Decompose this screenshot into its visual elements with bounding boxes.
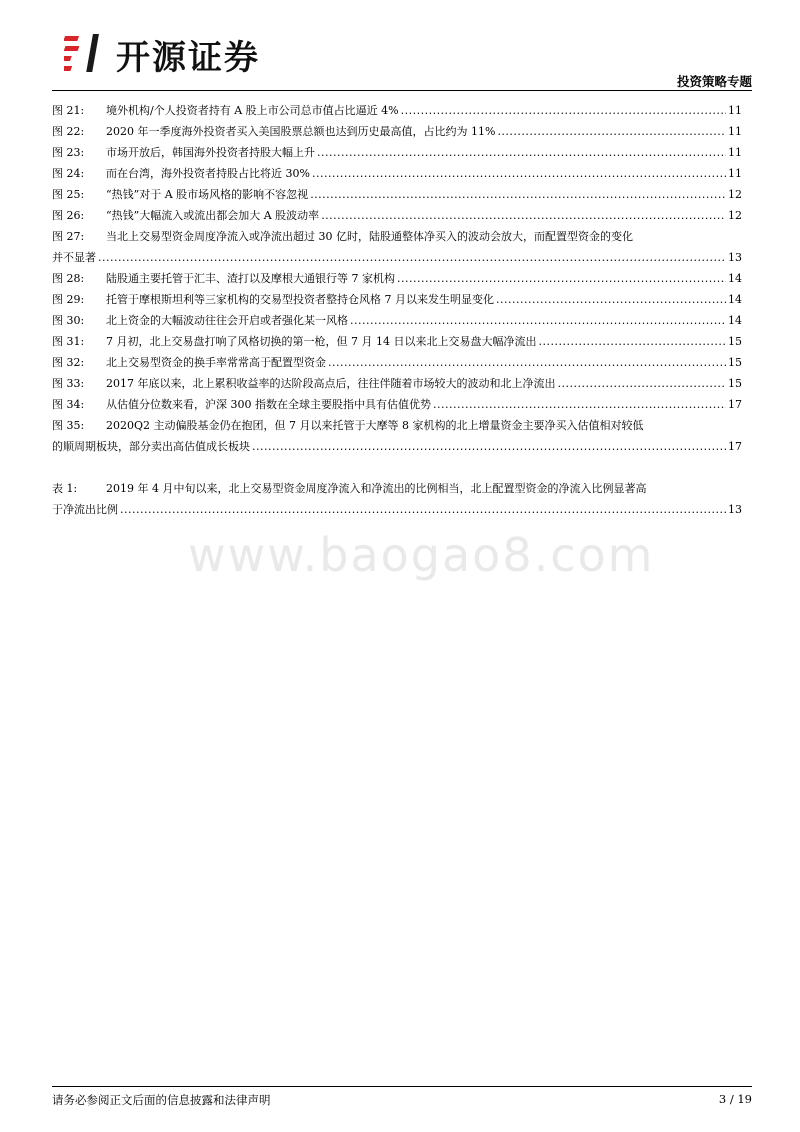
page-number: 14	[728, 293, 742, 306]
figure-label: 图 21:	[52, 104, 85, 117]
page-number: 11	[728, 146, 742, 159]
page-number: 15	[728, 335, 742, 348]
toc-entry[interactable]	[52, 415, 742, 457]
leader-dots	[312, 163, 726, 184]
toc-entry[interactable]	[52, 373, 742, 394]
leader-dots	[558, 373, 727, 394]
figure-title: 2017 年底以来，北上累积收益率的达阶段高点后，往往伴随着市场较大的波动和北上净流出	[106, 377, 556, 390]
figure-label: 图 26:	[52, 209, 85, 222]
page-number: 13	[728, 251, 742, 264]
figure-title: “热钱”大幅流入或流出都会加大 A 股波动率	[106, 209, 320, 222]
figure-title: 北上交易型资金的换手率常常高于配置型资金	[106, 356, 326, 369]
page-number: 11	[728, 125, 742, 138]
figure-label: 图 28:	[52, 272, 85, 285]
footer-disclaimer: 请务必参阅正文后面的信息披露和法律声明	[52, 1093, 271, 1107]
toc-entry[interactable]	[52, 205, 742, 226]
figure-title: 而在台湾，海外投资者持股占比将近 30%	[106, 167, 310, 180]
figure-label: 图 35:	[52, 419, 85, 432]
figure-title: 当北上交易型资金周度净流入或净流出超过 30 亿时，陆股通整体净买入的波动会放大，而配置型资金的变化	[106, 230, 633, 243]
leader-dots	[328, 352, 726, 373]
figure-label: 图 34:	[52, 398, 85, 411]
figure-title: 北上资金的大幅波动往往会开启或者强化某一风格	[106, 314, 348, 327]
figure-title: 陆股通主要托管于汇丰、渣打以及摩根大通银行等 7 家机构	[106, 272, 395, 285]
table-label: 表 1:	[52, 482, 78, 495]
page-number: 12	[728, 188, 742, 201]
page-number: 15	[728, 356, 742, 369]
toc-entry[interactable]	[52, 142, 742, 163]
page-number: 17	[728, 440, 742, 453]
figure-list	[52, 100, 742, 457]
section-title: 投资策略专题	[676, 74, 752, 89]
toc-entry[interactable]	[52, 268, 742, 289]
leader-dots	[497, 121, 726, 142]
figure-title: 托管于摩根斯坦利等三家机构的交易型投资者整持仓风格 7 月以来发生明显变化	[106, 293, 494, 306]
toc-entry[interactable]	[52, 163, 742, 184]
table-title: 2019 年 4 月中旬以来，北上交易型资金周度净流入和净流出的比例相当，北上配置型资金的净流入比例显著高	[106, 482, 647, 495]
page-header	[52, 24, 752, 92]
figure-label: 图 32:	[52, 356, 85, 369]
figure-title: “热钱”对于 A 股市场风格的影响不容忽视	[106, 188, 309, 201]
leader-dots	[350, 310, 726, 331]
brand-name: 开源证券	[116, 38, 260, 78]
page-number: 13	[728, 503, 742, 516]
figure-title: 从估值分位数来看，沪深 300 指数在全球主要股指中具有估值优势	[106, 398, 431, 411]
toc-entry[interactable]	[52, 310, 742, 331]
figure-title: 境外机构/个人投资者持有 A 股上市公司总市值占比逼近 4%	[106, 104, 399, 117]
leader-dots	[120, 499, 726, 520]
figure-label: 图 24:	[52, 167, 85, 180]
leader-dots	[397, 268, 726, 289]
toc-entry[interactable]	[52, 226, 742, 268]
table-list	[52, 478, 742, 520]
footer-page-number: 3 / 19	[718, 1092, 752, 1106]
figure-label: 图 31:	[52, 335, 85, 348]
figure-label: 图 30:	[52, 314, 85, 327]
page-number: 11	[728, 167, 742, 180]
figure-label: 图 25:	[52, 188, 85, 201]
table-title-cont: 于净流出比例	[52, 503, 118, 516]
toc-entry[interactable]	[52, 331, 742, 352]
figure-title: 7 月初，北上交易盘打响了风格切换的第一枪，但 7 月 14 日以来北上交易盘大幅净流出	[106, 335, 537, 348]
page-number: 14	[728, 314, 742, 327]
leader-dots	[538, 331, 726, 352]
page-number: 11	[728, 104, 742, 117]
header-divider	[52, 90, 752, 91]
leader-dots	[401, 100, 726, 121]
toc-entry[interactable]	[52, 121, 742, 142]
figure-label: 图 29:	[52, 293, 85, 306]
leader-dots	[252, 436, 726, 457]
figure-title-cont: 并不显著	[52, 251, 96, 264]
figure-title: 2020Q2 主动偏股基金仍在抱团，但 7 月以来托管于大摩等 8 家机构的北上增量资金主要净买入估值相对较低	[106, 419, 644, 432]
brand-logo	[64, 28, 324, 76]
figure-label: 图 33:	[52, 377, 85, 390]
leader-dots	[317, 142, 726, 163]
figure-label: 图 23:	[52, 146, 85, 159]
toc-entry[interactable]	[52, 394, 742, 415]
figure-title: 市场开放后，韩国海外投资者持股大幅上升	[106, 146, 315, 159]
toc-entry[interactable]	[52, 100, 742, 121]
brand-logo-icon	[64, 28, 112, 76]
figure-title-cont: 的顺周期板块，部分卖出高估值成长板块	[52, 440, 250, 453]
toc-entry[interactable]	[52, 478, 742, 520]
watermark: www.baogao8.com	[188, 528, 655, 582]
footer-divider	[52, 1086, 752, 1087]
page-number: 15	[728, 377, 742, 390]
toc-entry[interactable]	[52, 289, 742, 310]
leader-dots	[98, 247, 726, 268]
page-number: 14	[728, 272, 742, 285]
toc-entry[interactable]	[52, 352, 742, 373]
leader-dots	[310, 184, 726, 205]
figure-label: 图 22:	[52, 125, 85, 138]
page-number: 17	[728, 398, 742, 411]
leader-dots	[433, 394, 726, 415]
figure-label: 图 27:	[52, 230, 85, 243]
page-number: 12	[728, 209, 742, 222]
leader-dots	[496, 289, 726, 310]
toc-entry[interactable]	[52, 184, 742, 205]
figure-title: 2020 年一季度海外投资者买入美国股票总额也达到历史最高值，占比约为 11%	[106, 125, 496, 138]
leader-dots	[321, 205, 726, 226]
